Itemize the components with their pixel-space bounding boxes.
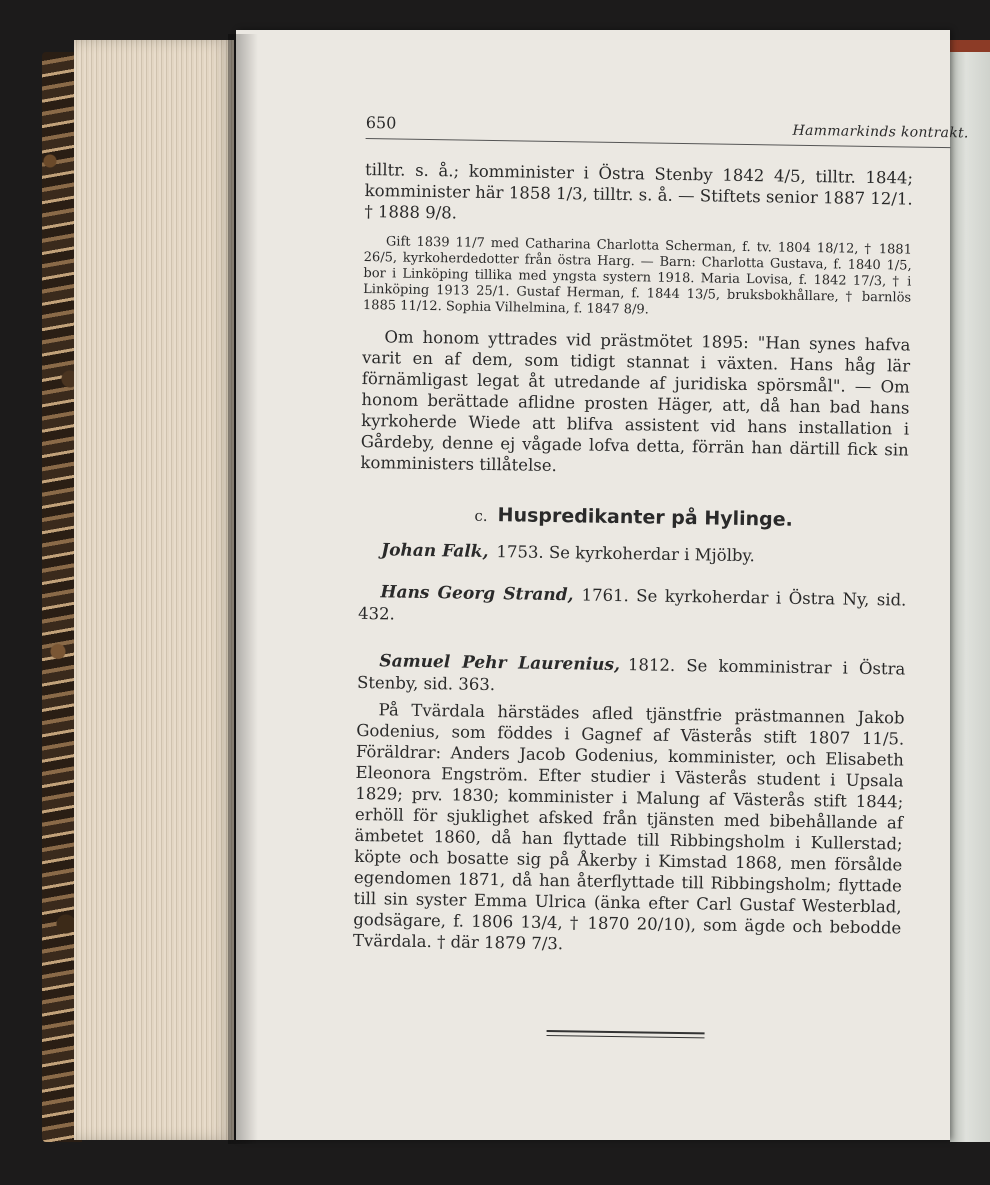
entry-text: 1812. Se komministrar i Östra Stenby, sid. 363. bbox=[356, 655, 906, 695]
family-paragraph: Gift 1839 11/7 med Catharina Charlotta Scherman, f. tv. 1804 18/12, † 1881 26/5, kyrkoherdedotter från östra Harg. — Barn: Charlotta Gustava, f. 1840 1/5, bor i Linköping tillika med yngsta systern 1918. Maria Lovisa, f. 1842 17/3, † i Linköping 1913 25/1. Gustaf Herman, f. 1844 13/5, bruksbokhållare, † barnlös 1885 11/12. Sophia Vilhelmina, f. 1847 8/9. bbox=[362, 234, 913, 318]
continuation-paragraph: tilltr. s. å.; komminister i Östra Stenby 1842 4/5, tilltr. 1844; komminister här 1858 1/3, tilltr. s. å. — Stiftets senior 1887 12/1. † 1888 9/8. bbox=[364, 159, 914, 223]
entry-name: Hans Georg Strand, bbox=[380, 582, 574, 606]
next-page-edge bbox=[950, 52, 990, 1142]
end-rule bbox=[547, 1030, 705, 1038]
entry-hans-georg-strand bbox=[358, 581, 907, 633]
section-heading bbox=[360, 503, 908, 534]
entry-name: Johan Falk, bbox=[380, 540, 489, 562]
entry-johan-falk bbox=[359, 539, 907, 570]
page-header bbox=[365, 112, 969, 148]
entry-name: Samuel Pehr Laurenius, bbox=[379, 651, 621, 676]
section-title: Huspredikanter på Hylinge. bbox=[497, 504, 794, 531]
entry-text: 1753. Se kyrkoherdar i Mjölby. bbox=[496, 542, 756, 566]
entry-text: 1761. Se kyrkoherdar i Östra Ny, sid. 432. bbox=[357, 585, 907, 624]
page-content bbox=[352, 112, 969, 1041]
running-head: Hammarkinds kontrakt. bbox=[792, 122, 969, 142]
page-gutter-shadow bbox=[228, 34, 258, 1144]
final-paragraph: På Tvärdala härstädes afled tjänstfrie prästmannen Jakob Godenius, som föddes i Gagnef af Västerås stift 1807 11/5. Föräldrar: Anders Jacob Godenius, komminister, och Elisabeth Eleonora Engström. Efter studier i Västerås student i Upsala 1829; prv. 1830; komminister i Malung af Västerås stift 1844; erhöll för sjuklighet afsked från tjänsten med bibehållande af ämbetet 1860, då han flyttade till Ribbingsholm i Kullerstad; köpte och bosatte sig på Åkerby i Kimstad 1868, men försålde egendomen 1871, då han återflyttade till Ribbingsholm; flyttade till sin syster Emma Ulrica (änka efter Carl Gustaf Westerblad, godsägare, f. 1806 13/4, † 1870 20/10), som ägde och bebodde Tvärdala. † där 1879 7/3. bbox=[352, 700, 905, 954]
remark-paragraph: Om honom yttrades vid prästmötet 1895: "Han synes hafva varit en af dem, som tidigt stannat i växten. Hans håg lär förnämligast legat åt utredande af juridiska spörsmål". — Om honom berättade aflidne prosten Häger, att, då han bad hans kyrkoherde Wiede att blifva assistent vid hans installation i Gårdeby, denne ej vågade lofva detta, förrän han därtill fick sin komministers tillåtelse. bbox=[360, 327, 911, 476]
page-number: 650 bbox=[365, 112, 397, 133]
section-letter: c. bbox=[474, 506, 488, 525]
page-edges bbox=[74, 40, 234, 1140]
book-page bbox=[236, 30, 969, 1140]
entry-samuel-pehr-laurenius bbox=[357, 650, 906, 702]
